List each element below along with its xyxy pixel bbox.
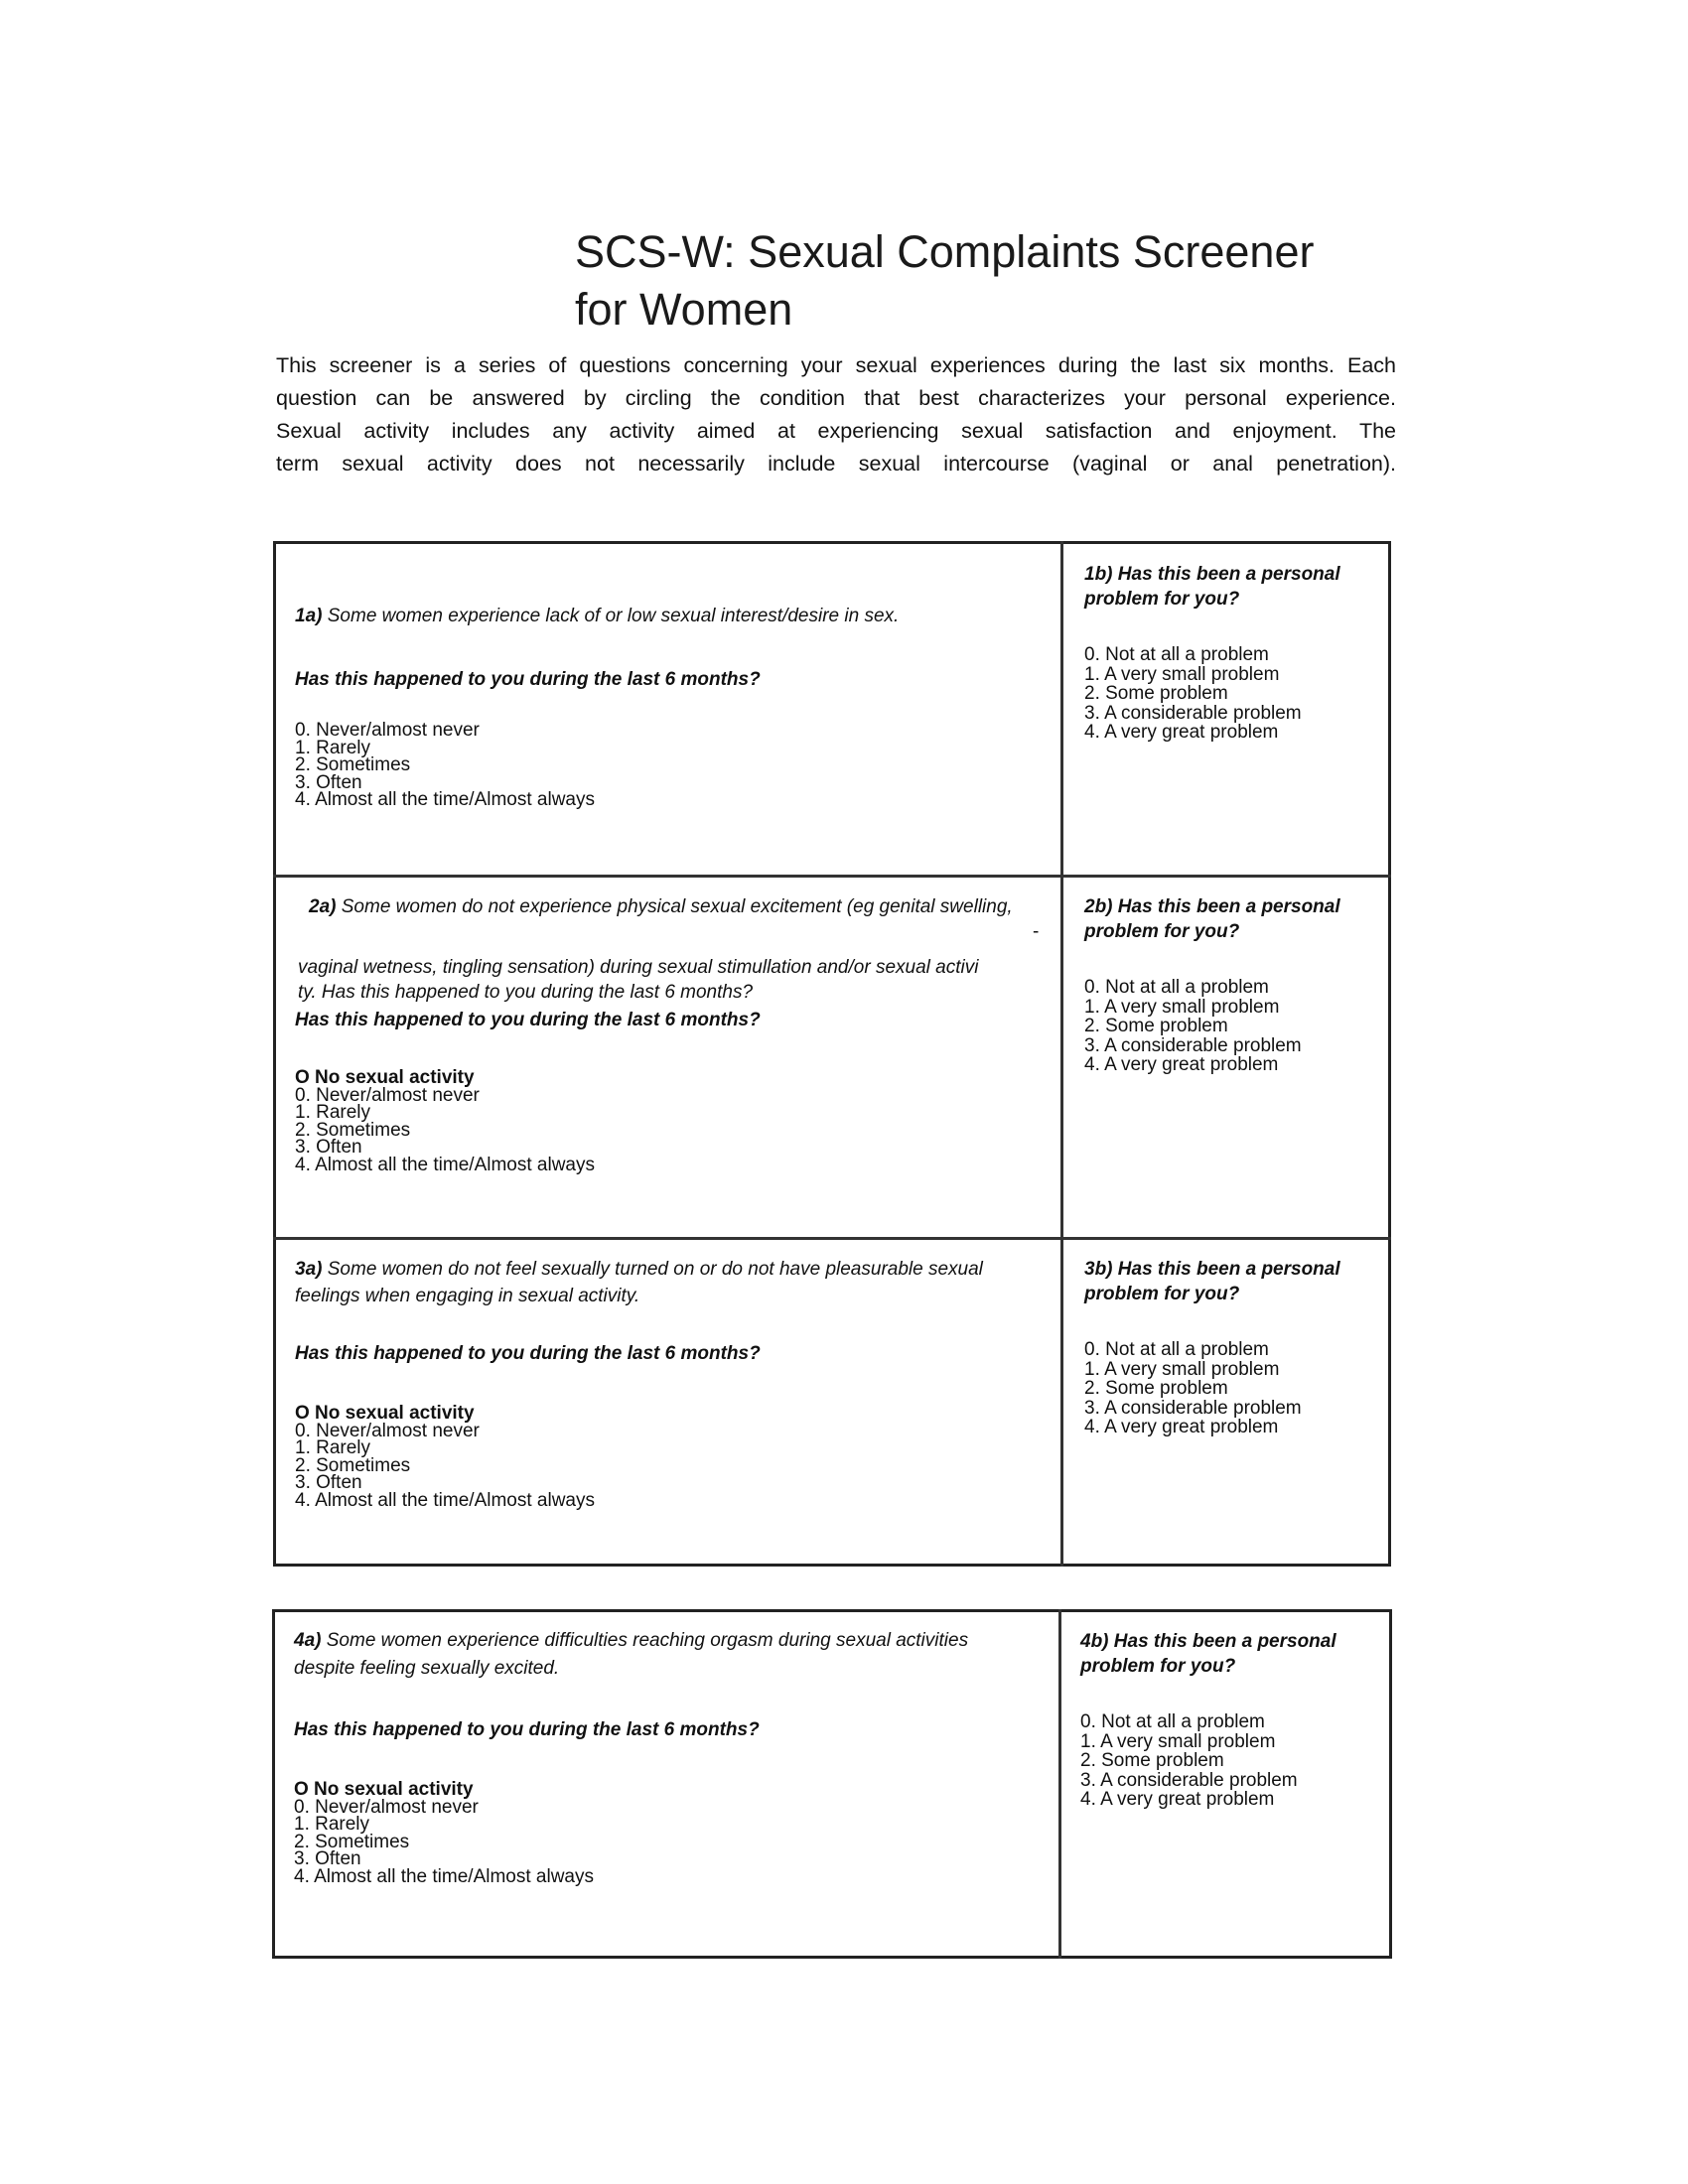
answer-options-4a	[294, 1781, 594, 1885]
answer-options-4b	[1080, 1712, 1298, 1810]
answer-options-3b	[1084, 1340, 1302, 1437]
option[interactable]: 3. Often	[295, 771, 362, 793]
row-divider	[273, 1237, 1391, 1240]
question-3a-prompt: Has this happened to you during the last 6 months?	[295, 1343, 761, 1364]
question-3b: 3b) Has this been a personal problem for you?	[1084, 1259, 1340, 1304]
option[interactable]: 0. Not at all a problem	[1084, 1339, 1269, 1360]
question-4b: 4b) Has this been a personal problem for you?	[1080, 1631, 1336, 1677]
question-4a-line2: despite feeling sexually excited.	[294, 1658, 560, 1679]
question-4a-prompt: Has this happened to you during the last 6 months?	[294, 1719, 760, 1740]
option[interactable]: 4. A very great problem	[1084, 1417, 1279, 1437]
option[interactable]: 1. Rarely	[295, 1102, 371, 1123]
option[interactable]: 4. A very great problem	[1084, 722, 1279, 743]
question-3a: 3a) Some women do not feel sexually turned on or do not have pleasurable sexual	[295, 1259, 983, 1280]
option[interactable]: 4. Almost all the time/Almost always	[295, 1154, 595, 1175]
question-2a: 2a) Some women do not experience physical sexual excitement (eg genital swelling,	[309, 896, 1013, 917]
option[interactable]: 2. Some problem	[1084, 1378, 1228, 1399]
question-1a-prompt: Has this happened to you during the last 6 months?	[295, 669, 761, 690]
option[interactable]: 3. A considerable problem	[1084, 1397, 1302, 1419]
option[interactable]: 1. A very small problem	[1080, 1730, 1276, 1752]
option[interactable]: 2. Sometimes	[294, 1831, 410, 1852]
option[interactable]: 4. A very great problem	[1084, 1054, 1279, 1075]
option[interactable]: 2. Some problem	[1080, 1750, 1224, 1771]
hyphen: -	[1033, 921, 1040, 942]
option[interactable]: 1. Rarely	[295, 1437, 371, 1458]
option[interactable]: 3. Often	[295, 1472, 362, 1493]
option[interactable]: 1. A very small problem	[1084, 1358, 1280, 1380]
question-2b: 2b) Has this been a personal problem for you?	[1084, 896, 1340, 942]
option[interactable]: 0. Not at all a problem	[1084, 977, 1269, 998]
option[interactable]: 1. A very small problem	[1084, 663, 1280, 685]
column-divider	[1060, 541, 1063, 1567]
option[interactable]: 3. Often	[294, 1848, 361, 1869]
row-divider	[273, 875, 1391, 878]
question-1a: 1a) Some women experience lack of or low sexual interest/desire in sex.	[295, 606, 900, 626]
option[interactable]: 0. Not at all a problem	[1084, 644, 1269, 665]
option[interactable]: 1. Rarely	[294, 1814, 370, 1835]
answer-options-1b	[1084, 645, 1302, 743]
option-no-activity[interactable]: O No sexual activity	[295, 1067, 475, 1088]
question-2a-prompt: Has this happened to you during the last 6 months?	[295, 1010, 761, 1030]
question-3a-line2: feelings when engaging in sexual activity.	[295, 1286, 640, 1306]
option[interactable]: 0. Never/almost never	[295, 1084, 480, 1106]
option[interactable]: 2. Some problem	[1084, 683, 1228, 704]
intro-paragraph: This screener is a series of questions concerning your sexual experiences during the last six months. Each question can be answered by circling the condition that best characterizes your personal experience. Sexual activity includes any activity aimed at experiencing sexual satisfaction and enjoyment. The term sexual activity does not necessarily include sexual intercourse (vaginal or anal penetration).	[276, 353, 1396, 476]
option[interactable]: 3. Often	[295, 1137, 362, 1158]
option-no-activity[interactable]: O No sexual activity	[295, 1403, 475, 1424]
option[interactable]: 3. A considerable problem	[1084, 1034, 1302, 1056]
option[interactable]: 4. Almost all the time/Almost always	[295, 789, 595, 810]
option[interactable]: 2. Some problem	[1084, 1016, 1228, 1036]
column-divider	[1058, 1609, 1061, 1959]
answer-options-3a	[295, 1405, 595, 1509]
answer-options-2a	[295, 1069, 595, 1173]
option[interactable]: 2. Sometimes	[295, 1119, 411, 1141]
answer-options-1a	[295, 722, 595, 809]
option[interactable]: 0. Not at all a problem	[1080, 1711, 1265, 1732]
answer-options-2b	[1084, 978, 1302, 1075]
option[interactable]: 3. A considerable problem	[1084, 702, 1302, 724]
option[interactable]: 4. A very great problem	[1080, 1789, 1275, 1810]
option[interactable]: 4. Almost all the time/Almost always	[294, 1865, 594, 1887]
option[interactable]: 2. Sometimes	[295, 1454, 411, 1476]
page-title: SCS-W: Sexual Complaints Screener for Women	[575, 226, 1315, 335]
option[interactable]: 4. Almost all the time/Almost always	[295, 1489, 595, 1511]
option[interactable]: 0. Never/almost never	[294, 1796, 479, 1818]
question-1b: 1b) Has this been a personal problem for you?	[1084, 564, 1340, 610]
option[interactable]: 0. Never/almost never	[295, 720, 480, 741]
option[interactable]: 1. Rarely	[295, 737, 371, 758]
option[interactable]: 3. A considerable problem	[1080, 1769, 1298, 1791]
option[interactable]: 0. Never/almost never	[295, 1420, 480, 1441]
question-2a-line2: vaginal wetness, tingling sensation) during sexual stimullation and/or sexual activi	[298, 957, 979, 978]
question-4a: 4a) Some women experience difficulties reaching orgasm during sexual activities	[294, 1630, 969, 1651]
question-2a-line3: ty. Has this happened to you during the last 6 months?	[298, 982, 754, 1003]
option[interactable]: 2. Sometimes	[295, 754, 411, 775]
option-no-activity[interactable]: O No sexual activity	[294, 1779, 474, 1800]
option[interactable]: 1. A very small problem	[1084, 996, 1280, 1018]
